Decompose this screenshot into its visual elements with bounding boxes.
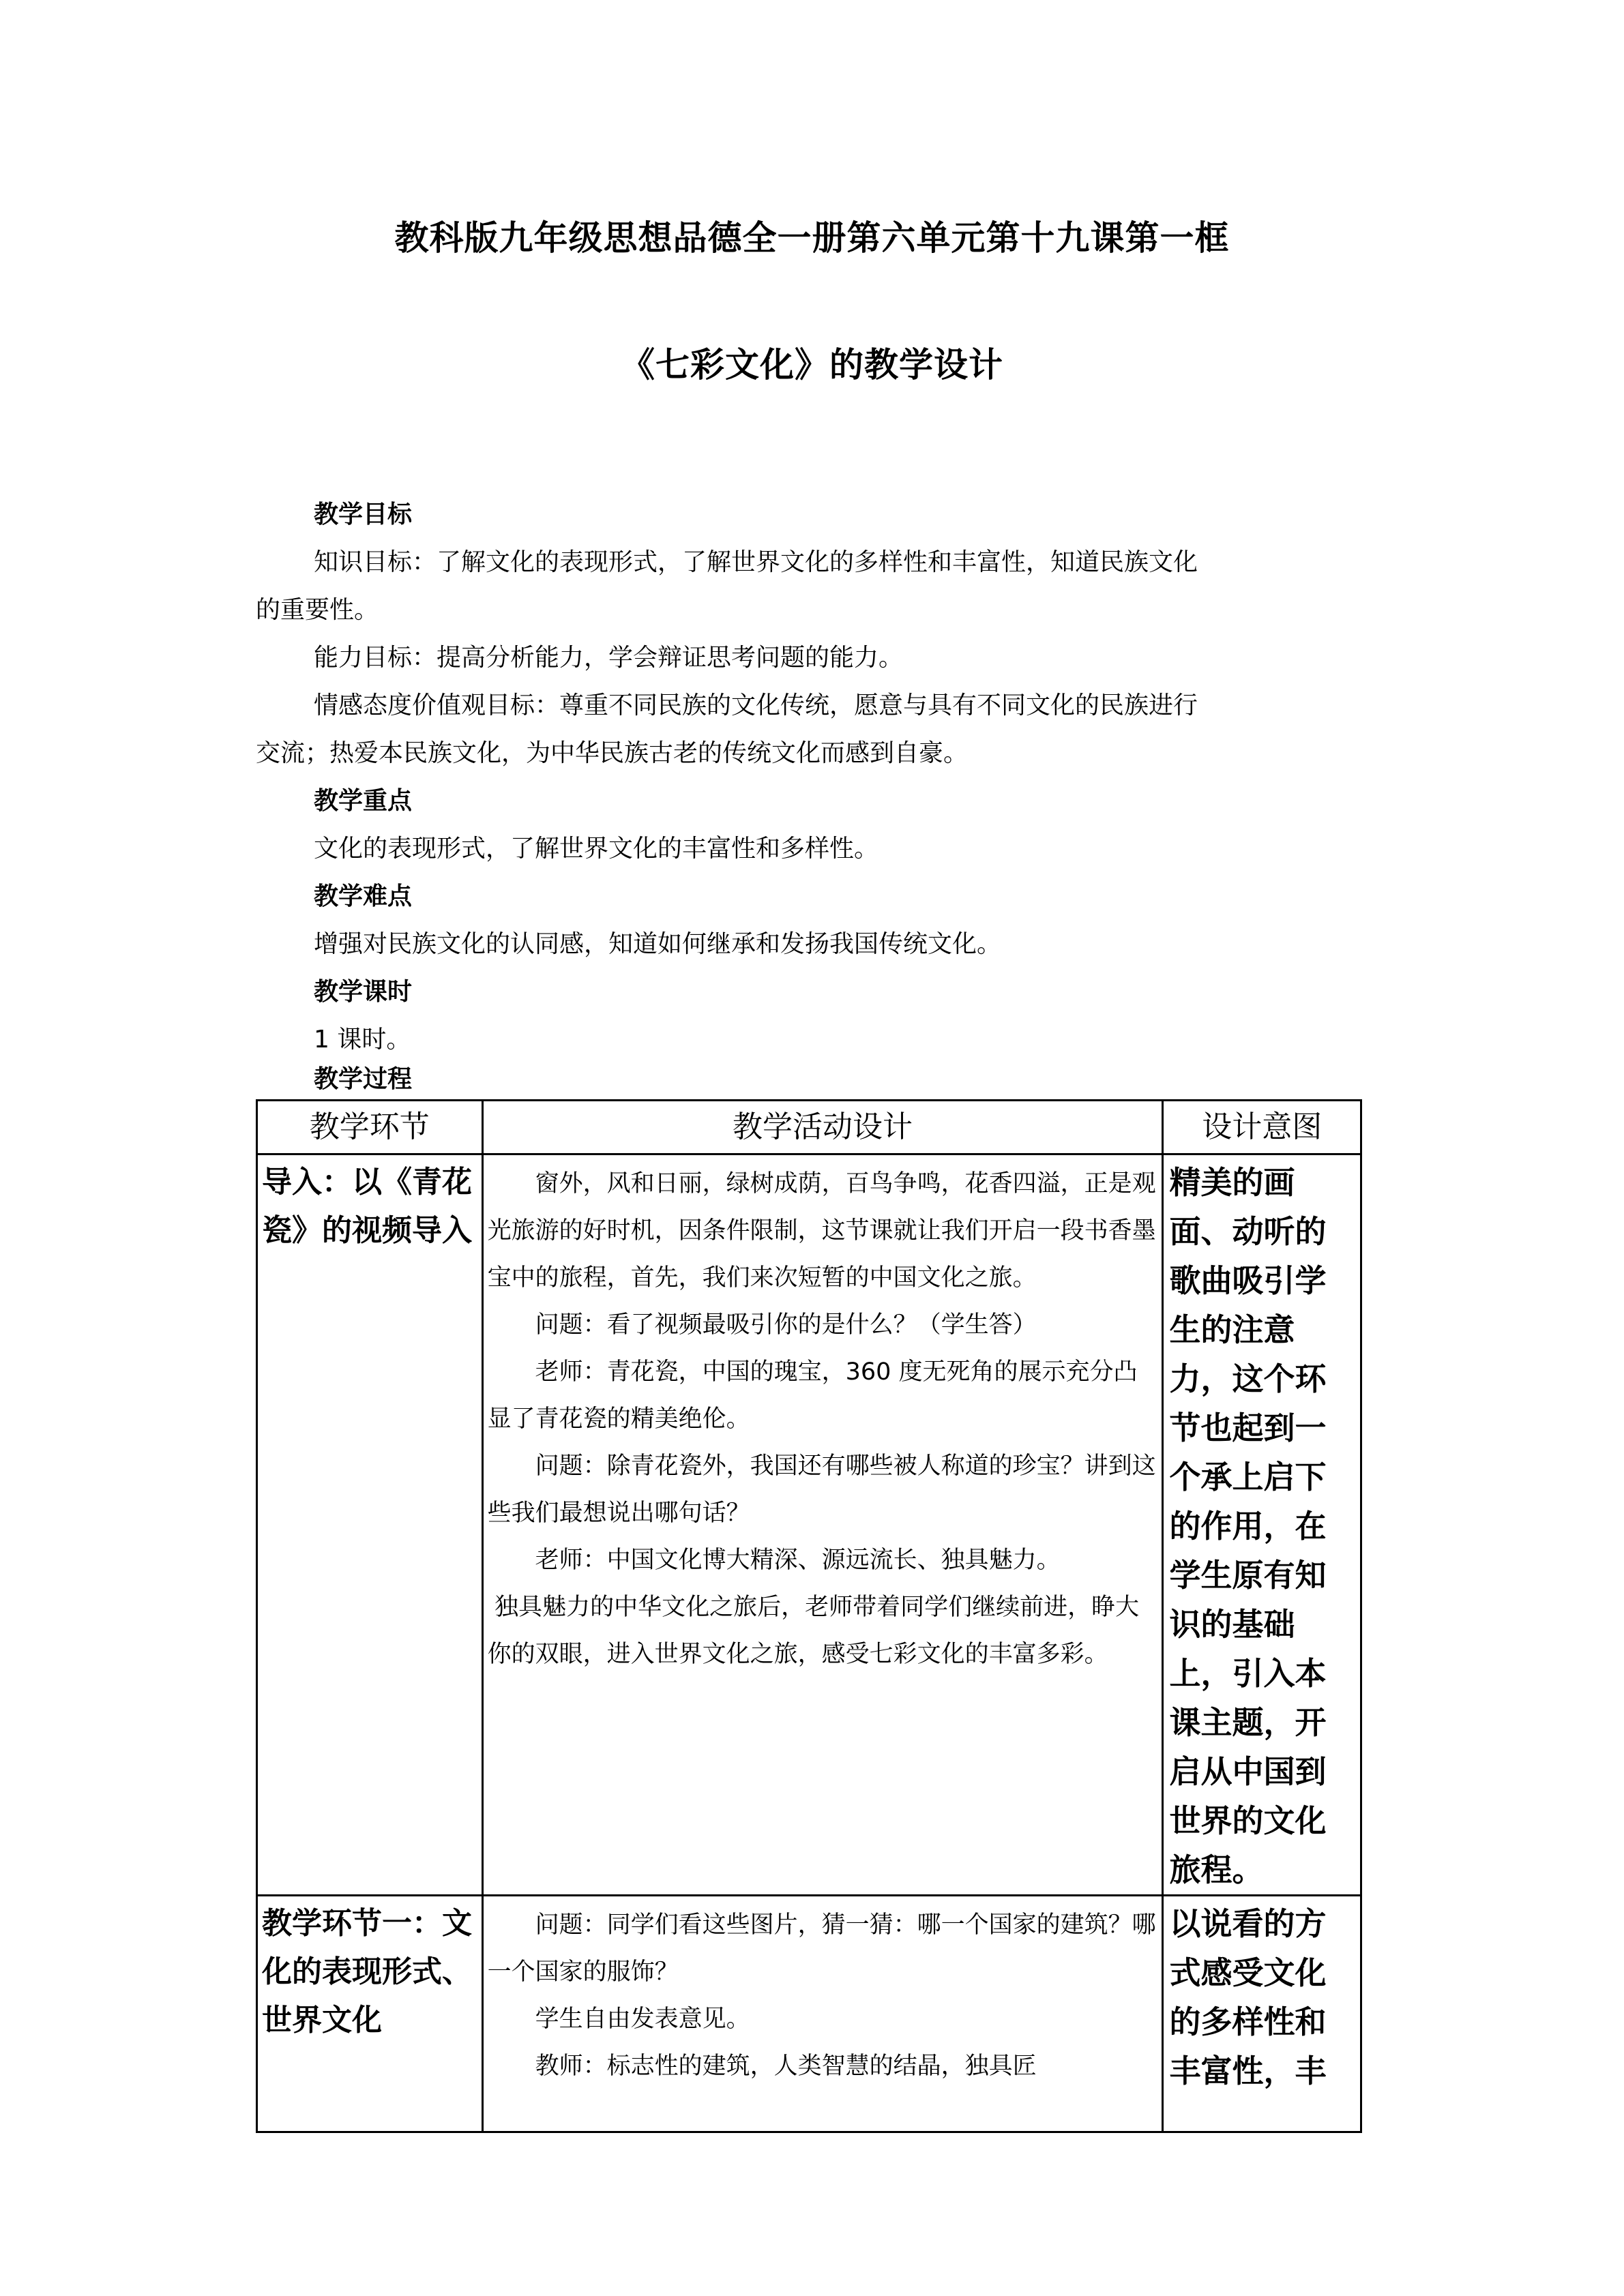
goal-emotion-line2: 交流；热爱本民族文化，为中华民族古老的传统文化而感到自豪。 (256, 739, 969, 767)
activity-paragraph: 教师：标志性的建筑，人类智慧的结晶，独具匠 (535, 2053, 1037, 2080)
activity-cell (482, 1896, 1163, 2132)
document-title-line1: 教科版九年级思想品德全一册第六单元第十九课第一框 (394, 218, 1230, 258)
goal-emotion-line1: 情感态度价值观目标：尊重不同民族的文化传统，愿意与具有不同文化的民族进行 (314, 691, 1198, 719)
teaching-process-table (256, 1099, 1362, 2133)
goal-knowledge-line1: 知识目标：了解文化的表现形式，了解世界文化的多样性和丰富性，知道民族文化 (314, 548, 1198, 576)
header-stage: 教学环节 (257, 1101, 483, 1154)
class-hours-heading: 教学课时 (314, 978, 413, 1006)
activity-paragraph: 问题：看了视频最吸引你的是什么？（学生答） (535, 1311, 1037, 1339)
goal-knowledge-line2: 的重要性。 (256, 596, 379, 624)
table-header-row (257, 1101, 1361, 1154)
goal-ability: 能力目标：提高分析能力，学会辩证思考问题的能力。 (314, 644, 904, 672)
goals-heading: 教学目标 (314, 501, 413, 528)
activity-paragraph: 学生自由发表意见。 (535, 2006, 750, 2033)
stage-cell: 教学环节一：文化的表现形式、世界文化 (257, 1896, 483, 2132)
class-hours-text: 1 课时。 (314, 1026, 411, 1054)
activity-paragraph: 老师：中国文化博大精深、源远流长、独具魅力。 (535, 1547, 1061, 1574)
activity-paragraph: 老师：青花瓷，中国的瑰宝，360 度无死角的展示充分凸显了青花瓷的精美绝伦。 (487, 1358, 1138, 1433)
header-intent: 设计意图 (1163, 1101, 1361, 1154)
difficulty-text: 增强对民族文化的认同感，知道如何继承和发扬我国传统文化。 (314, 930, 1002, 958)
process-heading: 教学过程 (314, 1065, 413, 1093)
activity-cell (482, 1154, 1163, 1896)
intent-cell: 精美的画面、动听的歌曲吸引学生的注意力，这个环节也起到一个承上启下的作用，在学生原有知识的基础上，引入本课主题，开启从中国到世界的文化旅程。 (1163, 1154, 1361, 1896)
key-points-text: 文化的表现形式，了解世界文化的丰富性和多样性。 (314, 835, 879, 863)
key-points-heading: 教学重点 (314, 787, 413, 815)
activity-paragraph: 窗外，风和日丽，绿树成荫，百鸟争鸣，花香四溢，正是观光旅游的好时机，因条件限制，这节课就让我们开启一段书香墨宝中的旅程，首先，我们来次短暂的中国文化之旅。 (487, 1170, 1156, 1292)
stage-cell: 导入：以《青花瓷》的视频导入 (257, 1154, 483, 1896)
intent-cell: 以说看的方式感受文化的多样性和丰富性，丰 (1163, 1896, 1361, 2132)
table-row (257, 1154, 1361, 1896)
document-title-line2: 《七彩文化》的教学设计 (621, 345, 1003, 385)
activity-paragraph: 独具魅力的中华文化之旅后，老师带着同学们继续前进，睁大你的双眼，进入世界文化之旅，感受七彩文化的丰富多彩。 (487, 1594, 1140, 1668)
activity-paragraph: 问题：同学们看这些图片，猜一猜：哪一个国家的建筑？哪一个国家的服饰？ (487, 1911, 1156, 1986)
table-row (257, 1896, 1361, 2132)
activity-paragraph: 问题：除青花瓷外，我国还有哪些被人称道的珍宝？讲到这些我们最想说出哪句话？ (487, 1452, 1156, 1527)
difficulty-heading: 教学难点 (314, 882, 413, 910)
header-activity: 教学活动设计 (482, 1101, 1163, 1154)
